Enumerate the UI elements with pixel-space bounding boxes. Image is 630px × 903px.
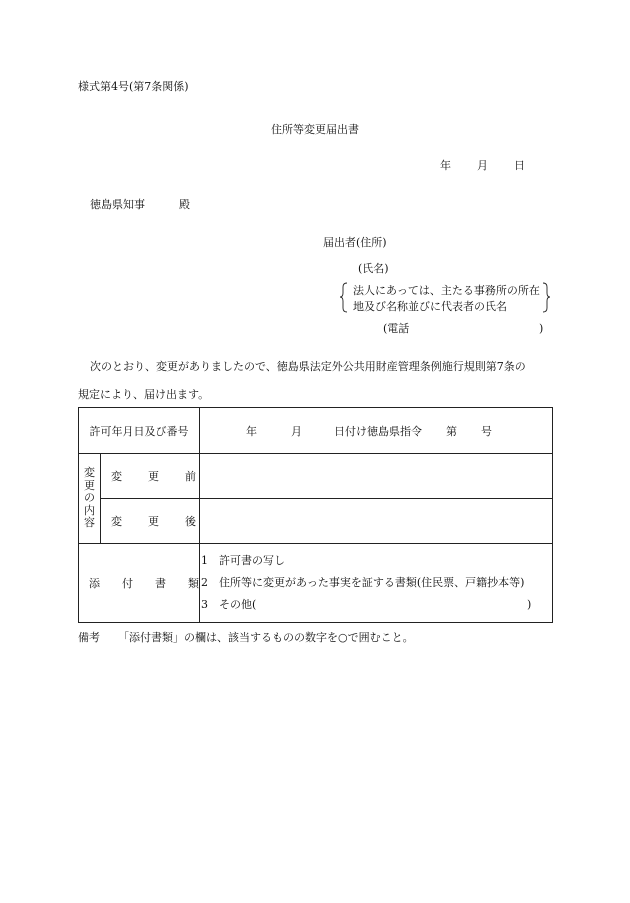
addressee-honorific: 殿 bbox=[179, 198, 190, 211]
attachment-close-paren: ) bbox=[527, 598, 532, 611]
date-month: 月 bbox=[477, 159, 488, 172]
attachment-item bbox=[201, 594, 552, 616]
after-char: 変 bbox=[111, 515, 122, 528]
date-year: 年 bbox=[440, 159, 451, 172]
phone-label: (電話 bbox=[383, 322, 410, 335]
addressee-name: 徳島県知事 bbox=[90, 198, 145, 211]
phone-close-paren: ) bbox=[539, 322, 544, 335]
after-char: 更 bbox=[148, 515, 159, 528]
permit-row bbox=[79, 408, 553, 454]
attachment-item bbox=[201, 550, 552, 572]
change-before-row bbox=[79, 454, 553, 499]
change-before-label bbox=[101, 454, 200, 499]
attachments-list bbox=[200, 544, 553, 623]
attachment-number: 1 bbox=[201, 554, 208, 567]
attach-char: 付 bbox=[122, 577, 133, 590]
permit-value bbox=[200, 408, 553, 454]
date-line bbox=[440, 160, 525, 171]
before-char: 変 bbox=[111, 470, 122, 483]
attachment-number: 3 bbox=[201, 598, 208, 611]
attach-char: 類 bbox=[188, 577, 199, 590]
attachment-text: 許可書の写し bbox=[219, 554, 285, 567]
date-day: 日 bbox=[514, 159, 525, 172]
permit-month: 月 bbox=[291, 424, 302, 438]
change-after-label bbox=[101, 499, 200, 544]
corporate-note-line2: 地及び名称並びに代表者の氏名 bbox=[353, 300, 507, 313]
remark-text: 「添付書類」の欄は、該当するものの数字を○で囲むこと。 bbox=[118, 631, 414, 644]
change-after-row bbox=[79, 499, 553, 544]
attachments-label bbox=[79, 544, 200, 623]
remark-label: 備考 bbox=[78, 631, 100, 644]
corporate-note bbox=[340, 281, 550, 313]
body-text-line2: 規定により、届け出ます。 bbox=[78, 388, 210, 401]
change-after-value bbox=[200, 499, 553, 544]
filer-name-label: (氏名) bbox=[358, 262, 389, 275]
filer-address-label: 届出者(住所) bbox=[323, 236, 387, 249]
attachments-row bbox=[79, 544, 553, 623]
change-group-char: 内 bbox=[84, 503, 95, 517]
attachment-text: その他( bbox=[219, 598, 257, 611]
change-group-char: 容 bbox=[84, 516, 95, 530]
addressee bbox=[90, 199, 190, 210]
corporate-note-line1: 法人にあっては、主たる事務所の所在 bbox=[353, 284, 540, 297]
permit-label: 許可年月日及び番号 bbox=[79, 408, 200, 454]
permit-dai: 第 bbox=[446, 424, 457, 438]
attach-char: 添 bbox=[89, 577, 100, 590]
permit-year: 年 bbox=[246, 424, 257, 438]
before-char: 更 bbox=[148, 470, 159, 483]
attach-char: 書 bbox=[155, 577, 166, 590]
remark bbox=[78, 632, 414, 643]
change-before-value bbox=[200, 454, 553, 499]
before-char: 前 bbox=[185, 470, 196, 483]
change-content-label bbox=[79, 454, 101, 544]
attachment-item bbox=[201, 572, 552, 594]
after-char: 後 bbox=[185, 515, 196, 528]
notification-table bbox=[78, 407, 553, 623]
permit-go: 号 bbox=[481, 424, 492, 438]
form-number-label: 様式第4号(第7条関係) bbox=[78, 80, 189, 93]
change-group-char: 更 bbox=[84, 478, 95, 492]
change-group-char: 変 bbox=[84, 466, 95, 480]
permit-designation: 日付け徳島県指令 bbox=[334, 424, 422, 438]
change-group-char: の bbox=[84, 491, 95, 505]
document-title: 住所等変更届出書 bbox=[271, 123, 359, 136]
attachment-text: 住所等に変更があった事実を証する書類(住民票、戸籍抄本等) bbox=[219, 576, 525, 589]
body-text-line1: 次のとおり、変更がありましたので、徳島県法定外公共用財産管理条例施行規則第7条の bbox=[90, 360, 526, 373]
attachment-number: 2 bbox=[201, 576, 208, 589]
